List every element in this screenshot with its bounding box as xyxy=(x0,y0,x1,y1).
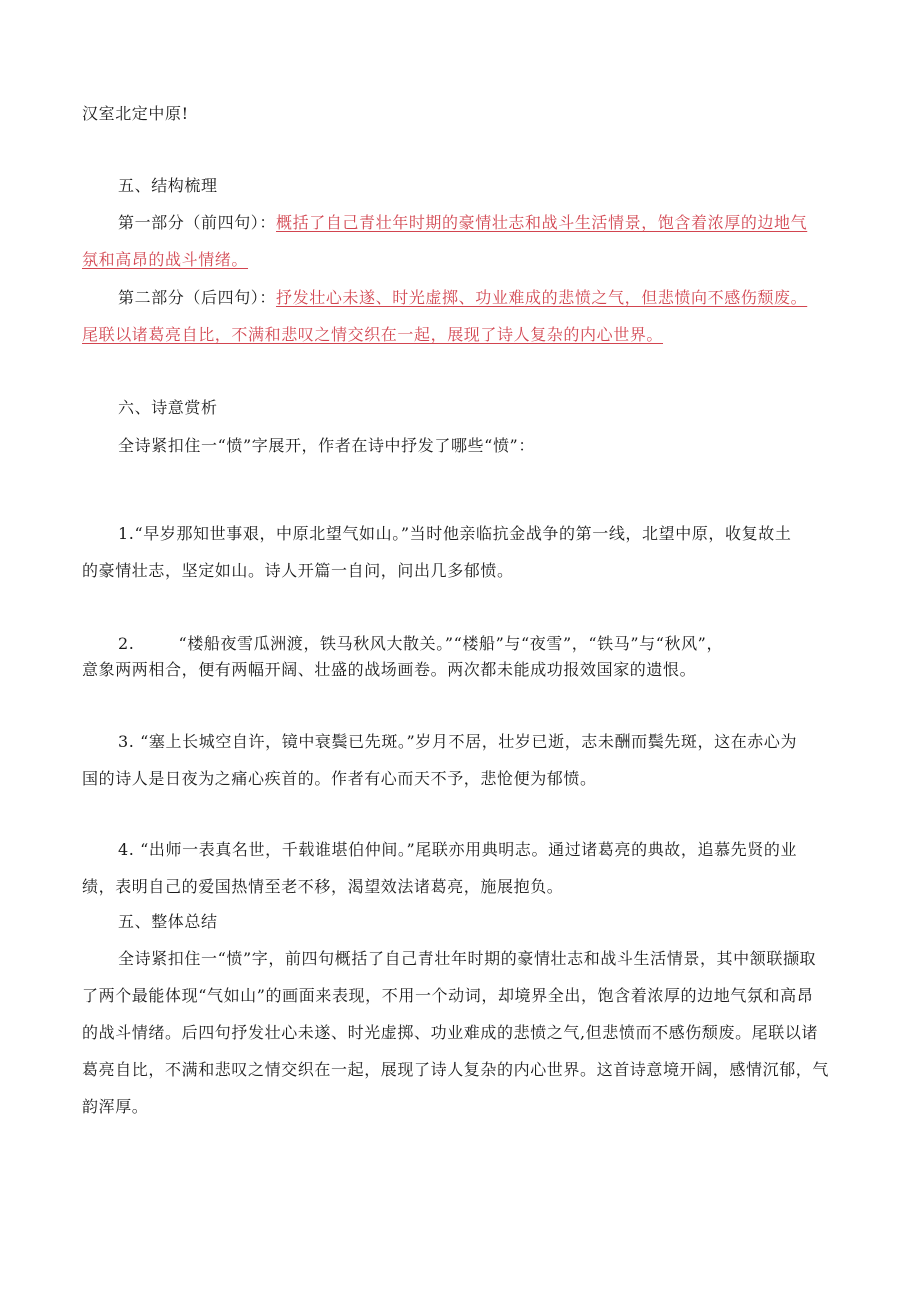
item1-line1: 1.“早岁那知世事艰，中原北望气如山。”当时他亲临抗金战争的第一线，北望中原，收复故土 xyxy=(118,524,792,543)
item4-line1: 4. “出师一表真名世，千载谁堪伯仲间。”尾联亦用典明志。通过诸葛亮的典故，追慕先贤的业 xyxy=(118,840,798,859)
item1-line2: 的豪情壮志，坚定如山。诗人开篇一自问，问出几多郁愤。 xyxy=(82,561,514,580)
part2-text: 抒发壮心未遂、时光虚掷、功业难成的悲愤之气，但悲愤向不感伤颓废。 xyxy=(276,288,808,307)
item4-line2: 绩，表明自己的爱国热情至老不移，渴望效法诸葛亮，施展抱负。 xyxy=(82,877,564,896)
item3-line2: 国的诗人是日夜为之痛心疾首的。作者有心而天不予，悲怆便为郁愤。 xyxy=(82,769,597,788)
item2-number: 2. xyxy=(118,634,135,653)
part1-line1 xyxy=(118,213,807,233)
item2-line1 xyxy=(118,634,723,654)
appreciation-intro: 全诗紧扣住一“愤”字展开，作者在诗中抒发了哪些“愤”： xyxy=(118,436,535,455)
summary-line2: 了两个最能体现“气如山”的画面来表现，不用一个动词，却境界全出，饱含着浓厚的边地气氛和高昂 xyxy=(82,986,814,1005)
summary-line5: 韵浑厚。 xyxy=(82,1097,149,1116)
item3-line1: 3. “塞上长城空自许，镜中衰鬓已先斑。”岁月不居，壮岁已逝，志未酬而鬓先斑，这在赤心为 xyxy=(118,732,798,751)
part2-line2: 尾联以诸葛亮自比，不满和悲叹之情交织在一起，展现了诗人复杂的内心世界。 xyxy=(82,325,664,344)
item2-line2: 意象两两相合，便有两幅开阔、壮盛的战场画卷。两次都未能成功报效国家的遗恨。 xyxy=(82,660,697,679)
section-heading-summary: 五、整体总结 xyxy=(118,912,218,931)
summary-line1: 全诗紧扣住一“愤”字，前四句概括了自己青壮年时期的豪情壮志和战斗生活情景，其中颔联撷取 xyxy=(118,949,817,968)
section-heading-structure: 五、结构梳理 xyxy=(118,176,218,195)
summary-line3: 的战斗情绪。后四句抒发壮心未遂、时光虚掷、功业难成的悲愤之气,但悲愤而不感伤颓废。尾联以诸 xyxy=(82,1023,819,1042)
part1-line2: 氛和高昂的战斗情绪。 xyxy=(82,250,249,269)
section-heading-appreciation: 六、诗意赏析 xyxy=(118,398,218,417)
item2-text: “楼船夜雪瓜洲渡，铁马秋风大散关。”“楼船”与“夜雪”，“铁马”与“秋风”， xyxy=(178,634,724,653)
part1-label: 第一部分（前四句）： xyxy=(118,213,277,232)
part2-label: 第二部分（后四句）： xyxy=(118,288,277,307)
part1-text: 概括了自己青壮年时期的豪情壮志和战斗生活情景，饱含着浓厚的边地气 xyxy=(276,213,808,232)
summary-line4: 葛亮自比，不满和悲叹之情交织在一起，展现了诗人复杂的内心世界。这首诗意境开阔，感情沉郁，气 xyxy=(82,1060,830,1079)
top-line: 汉室北定中原! xyxy=(82,104,189,123)
part2-line1 xyxy=(118,288,807,308)
